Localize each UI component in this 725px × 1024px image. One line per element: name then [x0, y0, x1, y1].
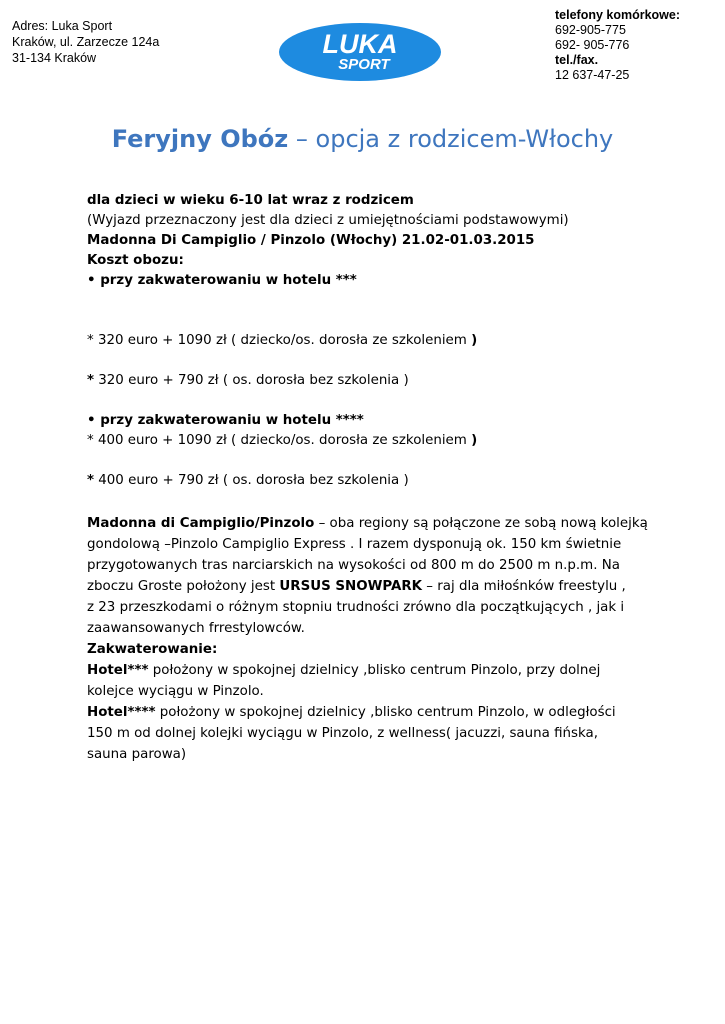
hotel3-desc-line-1: [87, 660, 687, 681]
address-line-3: 31-134 Kraków: [12, 51, 97, 65]
fax-number: 12 637-47-25: [555, 68, 630, 82]
company-address: [12, 18, 159, 66]
description-lead: Madonna di Campiglio/Pinzolo: [87, 516, 315, 531]
luka-sport-logo: [278, 22, 442, 82]
title-rest: – opcja z rodzicem-Włochy: [288, 125, 614, 153]
location-line: Madonna Di Campiglio / Pinzolo (Włochy) 21.02-01.03.2015: [87, 233, 535, 248]
address-line-2: Kraków, ul. Zarzecze 124a: [12, 35, 160, 49]
address-line-1: Adres: Luka Sport: [12, 19, 113, 33]
phone-1: 692-905-775: [555, 23, 626, 37]
page-title: [0, 125, 725, 153]
hotel4-price-2-text: 400 euro + 790 zł ( os. dorosła bez szkolenia ): [94, 473, 409, 488]
phones-label: telefony komórkowe:: [555, 8, 681, 22]
hotel3-label: Hotel***: [87, 663, 149, 678]
description-line-1-text: – oba regiony są połączone ze sobą nową kolejką: [314, 516, 648, 531]
description-line-1: [87, 513, 687, 534]
hotel4-desc-line-3: sauna parowa): [87, 747, 187, 762]
hotel4-desc-line-1: [87, 702, 687, 723]
hotel3-price-2: [87, 371, 687, 391]
description-line-5: z 23 przeszkodami o różnym stopniu trudności zrówno dla początkujących , jak i: [87, 600, 625, 615]
hotel3-heading: • przy zakwaterowaniu w hotelu ***: [87, 273, 357, 288]
hotel4-price-2-star: *: [87, 473, 95, 488]
snowpark-name: URSUS SNOWPARK: [279, 579, 423, 594]
contact-phones: [555, 8, 680, 83]
hotel4-heading: • przy zakwaterowaniu w hotelu ****: [87, 413, 364, 428]
description-line-6: zaawansowanych frrestylowców.: [87, 621, 305, 636]
hotel3-price-1-end: ): [471, 333, 478, 348]
description-line-2: gondolową –Pinzolo Campiglio Express . I razem dysponują ok. 150 km świetnie: [87, 537, 622, 552]
hotel4-price-2: [87, 471, 687, 491]
description-line-4-end: – raj dla miłośnków freestylu ,: [422, 579, 626, 594]
hotel4-desc-line-2: 150 m od dolnej kolejki wyciągu w Pinzolo, z wellness( jacuzzi, sauna fińska,: [87, 726, 598, 741]
hotel4-price-1: [87, 431, 687, 451]
age-line: dla dzieci w wieku 6-10 lat wraz z rodzicem: [87, 193, 414, 208]
description-line-3: przygotowanych tras narciarskich na wysokości od 800 m do 2500 m n.p.m. Na: [87, 558, 620, 573]
hotel3-price-2-star: *: [87, 373, 95, 388]
cost-label: Koszt obozu:: [87, 253, 184, 268]
hotel4-desc-text: położony w spokojnej dzielnicy ,blisko centrum Pinzolo, w odległości: [155, 705, 616, 720]
description-line-4-start: zboczu Groste położony jest: [87, 579, 280, 594]
hotel4-label: Hotel****: [87, 705, 156, 720]
hotel4-price-1-text: * 400 euro + 1090 zł ( dziecko/os. dorosła ze szkoleniem: [87, 433, 472, 448]
hotel3-price-1-text: * 320 euro + 1090 zł ( dziecko/os. dorosła ze szkoleniem: [87, 333, 472, 348]
logo-bottom-text: SPORT: [338, 56, 390, 73]
document-body: [87, 191, 687, 765]
hotel4-price-1-end: ): [471, 433, 478, 448]
hotel3-price-2-text: 320 euro + 790 zł ( os. dorosła bez szkolenia ): [94, 373, 409, 388]
accommodation-label: Zakwaterowanie:: [87, 642, 218, 657]
description-line-4: [87, 576, 687, 597]
note-line: (Wyjazd przeznaczony jest dla dzieci z umiejętnościami podstawowymi): [87, 213, 569, 228]
title-bold: Feryjny Obóz: [111, 125, 289, 153]
hotel3-price-1: [87, 331, 687, 351]
phone-2: 692- 905-776: [555, 38, 630, 52]
logo-top-text: LUKA: [322, 29, 398, 59]
hotel3-desc-line-2: kolejce wyciągu w Pinzolo.: [87, 684, 264, 699]
hotel3-desc-text: położony w spokojnej dzielnicy ,blisko centrum Pinzolo, przy dolnej: [148, 663, 601, 678]
fax-label: tel./fax.: [555, 53, 599, 67]
